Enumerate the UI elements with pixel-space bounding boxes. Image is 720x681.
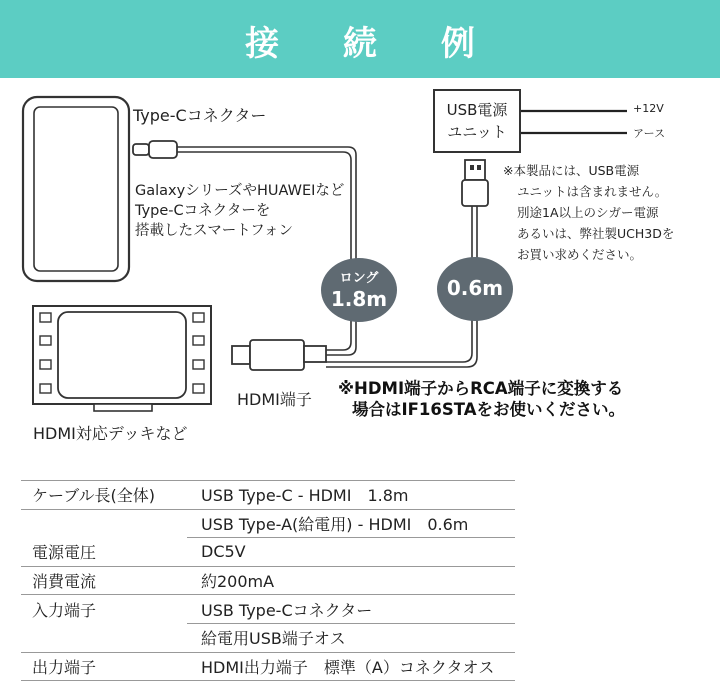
spec-value: DC5V bbox=[187, 538, 515, 567]
table-row bbox=[21, 595, 515, 624]
table-row bbox=[21, 623, 515, 652]
psu-note bbox=[503, 160, 674, 265]
spec-value: 約200mA bbox=[187, 566, 515, 595]
table-row bbox=[21, 566, 515, 595]
phone-desc-line: Type-Cコネクターを bbox=[135, 203, 271, 219]
tv-monitor-icon bbox=[33, 306, 211, 411]
table-row bbox=[21, 509, 515, 538]
psu-note-line: 別途1A以上のシガー電源 bbox=[517, 205, 659, 220]
spec-value: USB Type-A(給電用) - HDMI 0.6m bbox=[187, 509, 515, 538]
phone-desc-line: GalaxyシリーズやHUAWEIなど bbox=[135, 183, 345, 199]
typec-label: Type-Cコネクター bbox=[133, 106, 267, 125]
hdmi-label: HDMI端子 bbox=[237, 390, 312, 409]
spec-label: 消費電流 bbox=[21, 566, 187, 595]
psu-label-line: ユニット bbox=[447, 123, 507, 141]
usb-power-unit-box bbox=[433, 89, 521, 153]
psu-note-line: あるいは、弊社製UCH3Dを bbox=[517, 226, 675, 241]
spec-label: 出力端子 bbox=[21, 652, 187, 681]
ground-label: アース bbox=[633, 127, 666, 140]
spec-value: HDMI出力端子 標準（A）コネクタオス bbox=[187, 652, 515, 681]
smartphone-icon bbox=[23, 97, 129, 281]
table-row bbox=[21, 538, 515, 567]
spec-label bbox=[21, 509, 187, 538]
spec-label bbox=[21, 623, 187, 652]
spec-value: USB Type-Cコネクター bbox=[187, 595, 515, 624]
badge-short-value: 0.6m bbox=[446, 276, 504, 300]
spec-label: ケーブル長(全体) bbox=[21, 481, 187, 510]
header-banner bbox=[0, 0, 720, 78]
spec-label: 電源電圧 bbox=[21, 538, 187, 567]
rca-note-line: 場合はIF16STAをお使いください。 bbox=[352, 400, 625, 419]
badge-long-value: 1.8m bbox=[330, 287, 388, 311]
phone-description bbox=[135, 181, 344, 241]
spec-value: 給電用USB端子オス bbox=[187, 623, 515, 652]
psu-label-line: USB電源 bbox=[446, 101, 508, 119]
psu-note-line: お買い求めください。 bbox=[517, 247, 643, 262]
psu-note-line: ※本製品には、USB電源 bbox=[503, 163, 640, 178]
table-row bbox=[21, 652, 515, 681]
spec-value: USB Type-C - HDMI 1.8m bbox=[187, 481, 515, 510]
page-title: 接 続 例 bbox=[245, 24, 501, 64]
spec-table bbox=[21, 480, 515, 681]
tv-label: HDMI対応デッキなど bbox=[33, 424, 188, 443]
usb-a-plug-icon bbox=[462, 160, 488, 206]
psu-note-line: ユニットは含まれません。 bbox=[517, 184, 668, 199]
plus12v-label: +12V bbox=[633, 102, 664, 115]
cable-length-badge-long bbox=[321, 258, 397, 322]
rca-note-line: ※HDMI端子からRCA端子に変換する bbox=[338, 379, 624, 398]
badge-long-caption: ロング bbox=[339, 271, 379, 286]
spec-label: 入力端子 bbox=[21, 595, 187, 624]
usb-c-plug-icon bbox=[133, 141, 177, 158]
table-row bbox=[21, 481, 515, 510]
power-wires bbox=[521, 111, 627, 133]
hdmi-plug-icon bbox=[232, 340, 326, 370]
cable-length-badge-short bbox=[437, 257, 513, 321]
rca-note bbox=[338, 378, 625, 420]
phone-desc-line: 搭載したスマートフォン bbox=[135, 223, 294, 239]
